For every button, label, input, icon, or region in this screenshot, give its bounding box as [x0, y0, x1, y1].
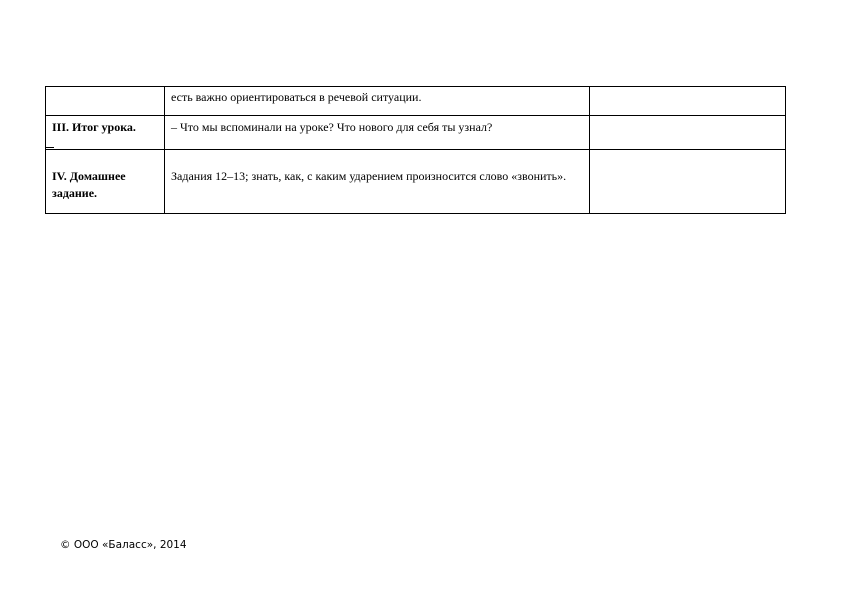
notes-cell	[590, 87, 786, 116]
content-text: есть важно ориентироваться в речевой ситуации.	[171, 90, 422, 104]
row-divider-mark	[46, 147, 54, 148]
stage-cell	[46, 150, 165, 214]
stage-cell	[46, 87, 165, 116]
stage-cell	[46, 116, 165, 150]
notes-text	[590, 116, 785, 119]
table-row	[46, 150, 786, 214]
notes-text	[590, 150, 785, 168]
content-cell	[165, 116, 590, 150]
notes-cell	[590, 116, 786, 150]
content-cell	[165, 150, 590, 214]
notes-text	[590, 87, 785, 89]
stage-label: IV. Домашнее задание.	[52, 169, 126, 200]
stage-label: III. Итог урока.	[52, 120, 136, 134]
copyright-footer: © ООО «Баласс», 2014	[60, 539, 187, 551]
content-cell	[165, 87, 590, 116]
table-row	[46, 87, 786, 116]
notes-cell	[590, 150, 786, 214]
content-text: Задания 12–13; знать, как, с каким ударением произносится слово «звонить».	[171, 169, 567, 183]
content-text: – Что мы вспоминали на уроке? Что нового для себя ты узнал?	[171, 120, 493, 134]
table-row	[46, 116, 786, 150]
lesson-plan-table	[45, 86, 786, 214]
stage-label	[46, 87, 164, 89]
